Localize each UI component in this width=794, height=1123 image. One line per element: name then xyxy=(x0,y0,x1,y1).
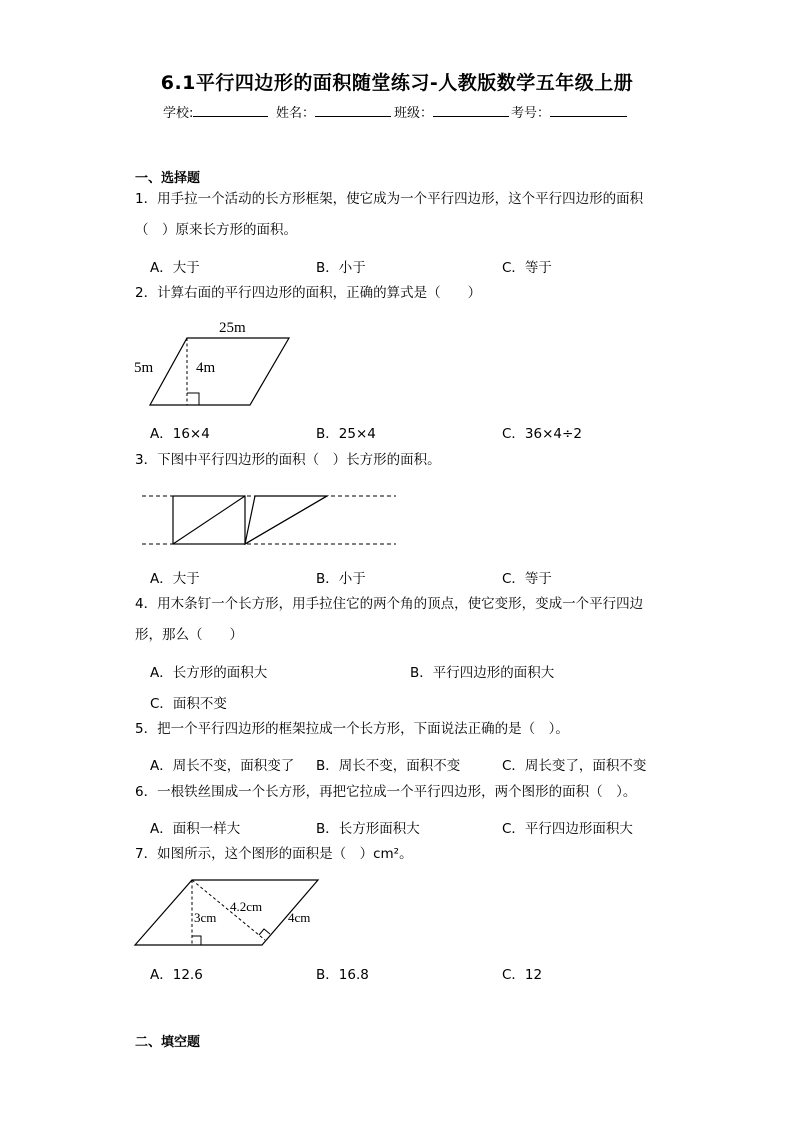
class-blank[interactable] xyxy=(433,104,509,117)
number-field[interactable] xyxy=(511,102,627,121)
option-a[interactable]: A．长方形的面积大 xyxy=(150,665,268,681)
option-b[interactable]: B．平行四边形的面积大 xyxy=(410,665,555,681)
side-length-label: 4cm xyxy=(288,910,311,925)
name-label: 姓名： xyxy=(276,106,316,121)
diagonal-height-label: 4.2cm xyxy=(230,899,263,914)
option-c[interactable]: C．等于 xyxy=(502,571,552,587)
option-b[interactable]: B．周长不变，面积不变 xyxy=(316,758,461,774)
section-title: 一、选择题 xyxy=(135,171,201,186)
question-text: 6．一根铁丝围成一个长方形，再把它拉成一个平行四边形，两个图形的面积（ ）。 xyxy=(135,784,637,800)
option-a[interactable]: A．大于 xyxy=(150,571,200,587)
page-title: 6.1平行四边形的面积随堂练习-人教版数学五年级上册 xyxy=(160,72,634,94)
option-c[interactable]: C．12 xyxy=(502,967,543,983)
option-b[interactable]: B．长方形面积大 xyxy=(316,821,420,837)
question-text: （ ）原来长方形的面积。 xyxy=(135,222,297,238)
rectangle-parallelogram-figure-q3 xyxy=(140,488,400,550)
school-label: 学校: xyxy=(163,106,194,121)
number-label: 考号： xyxy=(511,106,551,121)
option-a[interactable]: A．面积一样大 xyxy=(150,821,241,837)
option-c[interactable] xyxy=(502,422,582,442)
option-b[interactable] xyxy=(316,422,376,442)
option-c[interactable]: C．平行四边形面积大 xyxy=(502,821,633,837)
side-length-label: 5m xyxy=(134,360,154,376)
right-angle-mark xyxy=(259,929,270,935)
class-label: 班级： xyxy=(394,106,434,121)
parallelogram-side xyxy=(245,496,327,544)
option-c[interactable]: C．周长变了，面积不变 xyxy=(502,758,647,774)
question-text: 7．如图所示，这个图形的面积是（ ）cm²。 xyxy=(135,846,413,862)
top-length-label: 25m xyxy=(219,320,246,336)
height-label: 3cm xyxy=(194,910,217,925)
right-angle-mark xyxy=(187,393,199,405)
right-angle-mark xyxy=(192,936,201,945)
option-c[interactable]: C．等于 xyxy=(502,260,552,276)
section-title: 二、填空题 xyxy=(135,1035,201,1050)
option-a-label: A．16×4 xyxy=(150,426,210,442)
class-field[interactable] xyxy=(394,102,509,121)
parallelogram-shape xyxy=(150,338,289,405)
option-c-label: C．36×4÷2 xyxy=(502,426,582,442)
number-blank[interactable] xyxy=(550,104,627,117)
height-label: 4m xyxy=(196,360,216,376)
parallelogram-figure-q2 xyxy=(125,310,305,410)
parallelogram-figure-q7 xyxy=(128,872,328,952)
option-c[interactable]: C．面积不变 xyxy=(150,696,227,712)
option-b[interactable]: B．16.8 xyxy=(316,967,369,983)
option-a[interactable] xyxy=(150,422,210,442)
name-field[interactable] xyxy=(276,102,391,121)
question-text: 3．下图中平行四边形的面积（ ）长方形的面积。 xyxy=(135,452,441,468)
option-b-label: B．25×4 xyxy=(316,426,376,442)
option-a[interactable]: A．周长不变，面积变了 xyxy=(150,758,295,774)
option-a[interactable]: A．大于 xyxy=(150,260,200,276)
question-text: 形，那么（ ） xyxy=(135,627,243,643)
question-text: 4．用木条钉一个长方形，用手拉住它的两个角的顶点，使它变形，变成一个平行四边 xyxy=(135,596,644,612)
question-text: 2．计算右面的平行四边形的面积，正确的算式是（ ） xyxy=(135,285,482,301)
school-field[interactable] xyxy=(163,102,268,121)
school-blank[interactable] xyxy=(193,104,268,117)
option-b[interactable]: B．小于 xyxy=(316,260,366,276)
option-b[interactable]: B．小于 xyxy=(316,571,366,587)
question-text: 1．用手拉一个活动的长方形框架，使它成为一个平行四边形，这个平行四边形的面积 xyxy=(135,191,644,207)
question-text: 5．把一个平行四边形的框架拉成一个长方形，下面说法正确的是（ ）。 xyxy=(135,721,569,737)
option-a[interactable]: A．12.6 xyxy=(150,967,203,983)
rectangle-diagonal xyxy=(173,496,245,544)
name-blank[interactable] xyxy=(315,104,391,117)
